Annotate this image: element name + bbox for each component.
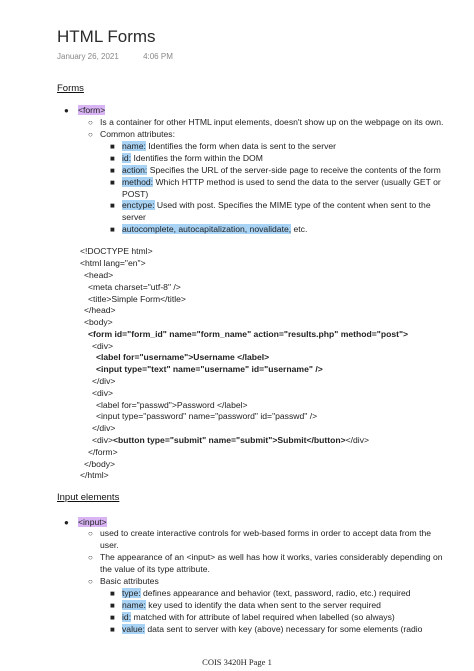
page-footer: COIS 3420H Page 1 <box>202 657 272 667</box>
bullet-square-icon: ■ <box>110 601 115 610</box>
bullet-circle-icon: ○ <box>88 130 93 139</box>
code-line: <!DOCTYPE html> <box>80 246 153 256</box>
form-desc: Is a container for other HTML input elements, doesn't show up on the webpage on its own. <box>100 117 444 127</box>
code-line: <form id="form_id" name="form_name" action="results.php" method="post"> <box>88 329 409 339</box>
form-attr-misc: autocomplete, autocapitalization, novalidate, etc. <box>122 224 308 234</box>
code-line: <html lang="en"> <box>80 258 146 268</box>
note-title: HTML Forms <box>57 27 156 46</box>
input-desc1: used to create interactive controls for web-based forms in order to accept data from the <box>100 528 432 538</box>
bullet-circle-icon: ○ <box>88 118 93 127</box>
form-tag: <form> <box>78 105 106 115</box>
code-line: <input type="password" name="password" id="passwd" /> <box>96 411 318 421</box>
input-attr-type: type: defines appearance and behavior (text, password, radio, etc.) required <box>122 588 411 598</box>
code-line: <input type="text" name="username" id="username" /> <box>96 364 323 374</box>
code-line: </html> <box>80 470 109 480</box>
code-line: <label for="passwd">Password </label> <box>96 400 248 410</box>
input-desc2: The appearance of an <input> as well has how it works, varies considerably depending on <box>100 552 443 562</box>
form-attr-id: id: Identifies the form within the DOM <box>122 153 263 163</box>
input-tag: <input> <box>78 517 107 527</box>
note-time: 4:06 PM <box>143 52 173 61</box>
code-line: </div> <box>92 423 116 433</box>
bullet-square-icon: ■ <box>110 625 115 634</box>
code-line: </body> <box>84 459 116 469</box>
code-line: <div> <box>92 341 114 351</box>
bullet-square-icon: ■ <box>110 166 115 175</box>
input-attr-name: name: key used to identify the data when sent to the server required <box>122 600 381 610</box>
code-line: <head> <box>84 270 114 280</box>
bullet-square-icon: ■ <box>110 225 115 234</box>
bullet-circle-icon: ○ <box>88 529 93 538</box>
form-attr-name: name: Identifies the form when data is sent to the server <box>122 141 337 151</box>
form-attr-action: action: Specifies the URL of the server-side page to receive the contents of the form <box>122 165 441 175</box>
code-line: </head> <box>84 305 116 315</box>
bullet-square-icon: ■ <box>110 201 115 210</box>
bullet-square-icon: ■ <box>110 178 115 187</box>
bullet-dot-icon: ● <box>64 106 69 115</box>
code-line: </form> <box>88 447 118 457</box>
input-heading: Input elements <box>57 492 120 503</box>
code-line: </div> <box>92 376 116 386</box>
input-attrs-label: Basic attributes <box>100 576 159 586</box>
bullet-square-icon: ■ <box>110 142 115 151</box>
code-line: <div> <box>92 388 114 398</box>
input-desc1-cont: user. <box>100 540 119 550</box>
note-date: January 26, 2021 <box>57 52 119 61</box>
bullet-circle-icon: ○ <box>88 553 93 562</box>
input-attr-id: id: matched with for attribute of label required when labelled (so always) <box>122 612 395 622</box>
bullet-square-icon: ■ <box>110 154 115 163</box>
bullet-square-icon: ■ <box>110 613 115 622</box>
code-line: <title>Simple Form</title> <box>88 294 186 304</box>
code-line: <div><button type="submit" name="submit">Submit</button></div> <box>92 435 370 445</box>
forms-heading: Forms <box>57 83 84 94</box>
code-line: <label for="username">Username </label> <box>96 352 270 362</box>
form-attr-enctype-cont: server <box>122 212 146 222</box>
form-attrs-label: Common attributes: <box>100 129 175 139</box>
note-meta <box>57 52 173 61</box>
bullet-square-icon: ■ <box>110 589 115 598</box>
code-line: <meta charset="utf-8" /> <box>88 282 181 292</box>
form-attr-method: method: Which HTTP method is used to send the data to the server (usually GET or <box>122 177 441 187</box>
form-attr-enctype: enctype: Used with post. Specifies the MIME type of the content when sent to the <box>122 200 431 210</box>
input-attr-value: value: data sent to server with key (above) necessary for some elements (radio <box>122 624 423 634</box>
bullet-circle-icon: ○ <box>88 577 93 586</box>
form-attr-method-cont: POST) <box>122 189 149 199</box>
code-line: <body> <box>84 317 113 327</box>
bullet-dot-icon: ● <box>64 518 69 527</box>
input-desc2-cont: the value of its type attribute. <box>100 564 210 574</box>
